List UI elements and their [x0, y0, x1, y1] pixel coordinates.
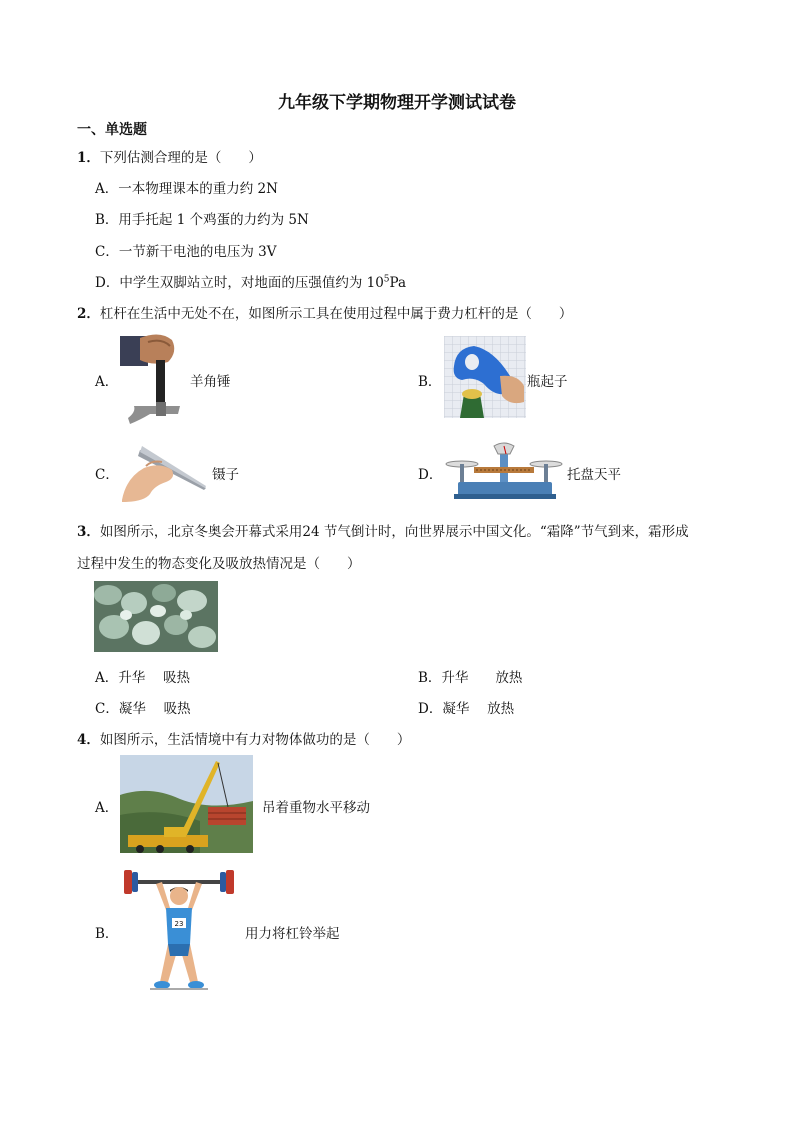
- question-3-stem-line2: 过程中发生的物态变化及吸放热情况是（ ）: [77, 556, 361, 572]
- frost-leaves-image: [94, 581, 218, 652]
- q2-option-b-label: B．: [418, 374, 442, 390]
- q2-option-c-text: 镊子: [212, 467, 239, 483]
- q1-option-b: B．用手托起 1 个鸡蛋的力约为 5N: [95, 212, 309, 228]
- q3-option-c: C．凝华 吸热: [95, 701, 191, 717]
- q2-option-a-label: A．: [95, 374, 119, 390]
- q4-option-a-label: A．: [95, 800, 119, 816]
- question-2-stem: [77, 302, 572, 322]
- q1-option-a: A．一本物理课本的重力约 2N: [95, 181, 278, 197]
- question-1-stem: [77, 146, 262, 166]
- q2-option-c-label: C．: [95, 467, 119, 483]
- bottle-opener-image: [444, 336, 526, 418]
- q1-option-d: [95, 271, 406, 291]
- question-number: 1．: [77, 150, 100, 166]
- question-number: 3．: [77, 524, 100, 540]
- crane-image: [120, 755, 253, 853]
- q4-option-b-text: 用力将杠铃举起: [245, 926, 340, 942]
- q2-option-a-text: 羊角锤: [190, 374, 231, 390]
- question-text: 下列估测合理的是（ ）: [99, 150, 262, 166]
- q1-option-d-text: D．中学生双脚站立时，对地面的压强值约为 10: [95, 275, 384, 291]
- q4-option-b-label: B．: [95, 926, 119, 942]
- q2-option-d-text: 托盘天平: [567, 467, 621, 483]
- exponent: 5: [383, 274, 390, 285]
- question-text: 杠杆在生活中无处不在，如图所示工具在使用过程中属于费力杠杆的是（ ）: [99, 306, 573, 322]
- unit: Pa: [389, 275, 407, 291]
- question-text: 如图所示，生活情境中有力对物体做功的是（ ）: [99, 732, 411, 748]
- section-heading: 一、单选题: [77, 122, 147, 138]
- q1-option-c: C．一节新干电池的电压为 3V: [95, 244, 277, 260]
- question-text: 如图所示，北京冬奥会开幕式采用24 节气倒计时，向世界展示中国文化。“霜降”节气到来，霜形成: [99, 524, 689, 540]
- question-number: 2．: [77, 306, 100, 322]
- q3-option-d: D．凝华 放热: [418, 701, 515, 717]
- question-number: 4．: [77, 732, 100, 748]
- q3-option-a: A．升华 吸热: [95, 670, 191, 686]
- tweezers-image: [120, 442, 208, 502]
- weightlifter-image: [120, 864, 238, 992]
- q2-option-d-label: D．: [418, 467, 443, 483]
- page-title: 九年级下学期物理开学测试试卷: [278, 93, 516, 113]
- claw-hammer-image: [120, 328, 182, 426]
- q2-option-b-text: 瓶起子: [527, 374, 568, 390]
- q4-option-a-text: 吊着重物水平移动: [262, 800, 370, 816]
- question-3-stem-line1: [77, 520, 689, 540]
- balance-scale-image: [444, 442, 564, 500]
- question-4-stem: [77, 728, 410, 748]
- q3-option-b: B．升华 放热: [418, 670, 523, 686]
- bib-number: 23: [174, 920, 184, 928]
